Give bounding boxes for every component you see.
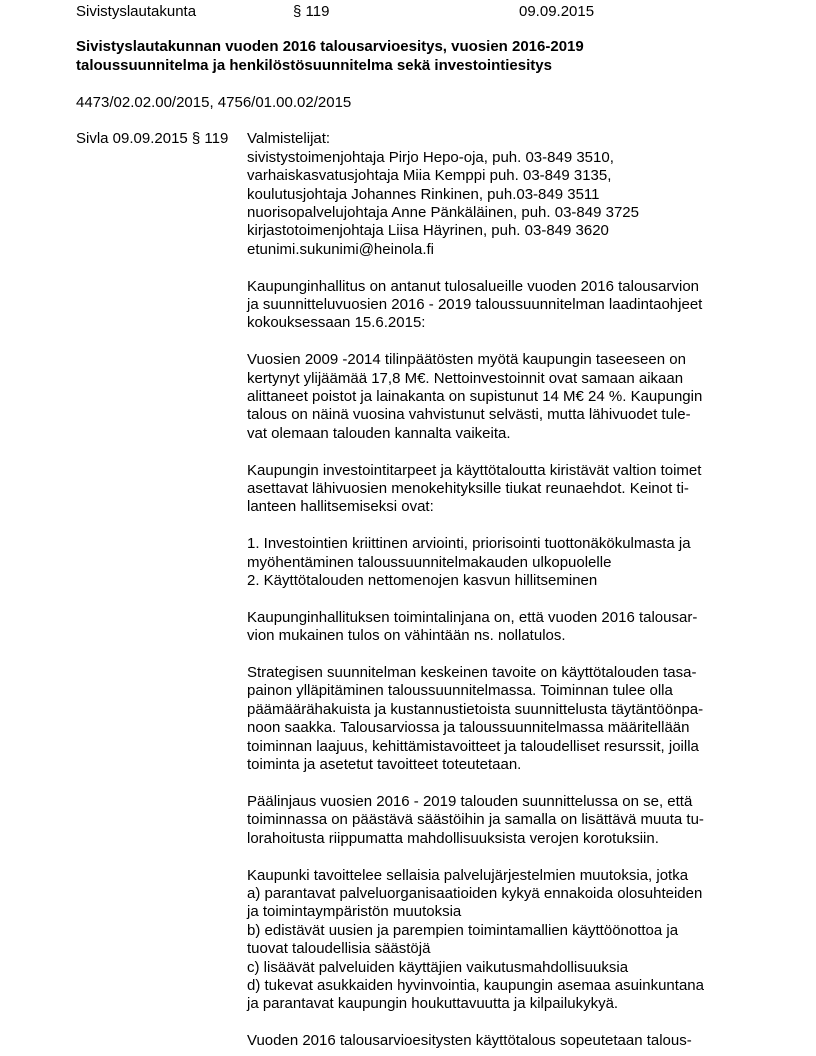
text-line: kirjastotoimenjohtaja Liisa Häyrinen, puh. 03-849 3620 <box>247 222 609 240</box>
paragraph-investointitarpeet <box>247 462 757 517</box>
text-line: Päälinjaus vuosien 2016 - 2019 talouden suunnittelussa on se, että <box>247 792 693 810</box>
paragraph-palvelujarjestelma-muutokset <box>247 867 757 1014</box>
text-line: painon ylläpitäminen taloussuunnitelmassa. Toiminnan tulee olla <box>247 682 673 700</box>
text-line: ja suunnitteluvuosien 2016 - 2019 taloussuunnitelman laadintaohjeet <box>247 296 703 314</box>
body-paragraphs <box>247 130 757 1050</box>
text-line: Kaupunki tavoittelee sellaisia palvelujärjestelmien muutoksia, jotka <box>247 866 689 884</box>
text-line: talous on näinä vuosina vahvistunut selvästi, mutta lähivuodet tule- <box>247 406 691 424</box>
header-date: 09.09.2015 <box>519 3 595 20</box>
text-line: kokouksessaan 15.6.2015: <box>247 314 426 332</box>
text-line: tuovat taloudellisia säästöjä <box>247 940 431 958</box>
header-section-number: § 119 <box>293 3 330 20</box>
text-line: vion mukainen tulos on vähintään ns. nollatulos. <box>247 627 566 645</box>
paragraph-paalinjaus <box>247 793 757 848</box>
text-line: Vuosien 2009 -2014 tilinpäätösten myötä kaupungin taseeseen on <box>247 351 686 369</box>
paragraph-valmistelijat <box>247 130 757 259</box>
paragraph-keinot-lista <box>247 535 757 590</box>
text-line: lanteen hallitsemiseksi ovat: <box>247 498 434 516</box>
text-line: Kaupungin investointitarpeet ja käyttötaloutta kiristävät valtion toimet <box>247 461 702 479</box>
document-title <box>76 38 716 75</box>
text-line: lorahoitusta riippumatta mahdollisuuksista verojen korotuksiin. <box>247 829 659 847</box>
text-line: d) tukevat asukkaiden hyvinvointia, kaupungin asemaa asuinkuntana <box>247 976 704 994</box>
text-line: päämäärähakuista ja kustannustietoista suunnittelusta täytäntöönpa- <box>247 700 704 718</box>
title-line: taloussuunnitelma ja henkilöstösuunnitelma sekä investointiesitys <box>76 56 552 74</box>
text-line: Kaupunginhallitus on antanut tulosalueille vuoden 2016 talousarvion <box>247 277 700 295</box>
document-body <box>76 130 816 1050</box>
text-line: toiminta ja asetetut tavoitteet toteutetaan. <box>247 756 522 774</box>
paragraph-strateginen-suunnitelma <box>247 664 757 774</box>
case-reference-numbers: 4473/02.02.00/2015, 4756/01.00.02/2015 <box>76 93 352 111</box>
text-line: Valmistelijat: <box>247 130 331 148</box>
text-line: alittaneet poistot ja lainakanta on supistunut 14 M€ 24 %. Kaupungin <box>247 388 703 406</box>
text-line: c) lisäävät palveluiden käyttäjien vaikutusmahdollisuuksia <box>247 958 629 976</box>
text-line: 2. Käyttötalouden nettomenojen kasvun hillitseminen <box>247 572 598 590</box>
paragraph-laadintaohjeet <box>247 278 757 333</box>
text-line: etunimi.sukunimi@heinola.fi <box>247 240 434 258</box>
text-line: vat olemaan talouden kannalta vaikeita. <box>247 424 511 442</box>
text-line: ja parantavat kaupungin houkuttavuutta ja kilpailukykyä. <box>247 995 619 1013</box>
text-line: toiminnan laajuus, kehittämistavoitteet ja taloudelliset resurssit, joilla <box>247 737 699 755</box>
title-line: Sivistyslautakunnan vuoden 2016 talousarvioesitys, vuosien 2016-2019 <box>76 38 584 56</box>
text-line: Vuoden 2016 talousarvioesitysten käyttötalous sopeutetaan talous- <box>247 1032 692 1050</box>
page-header <box>76 3 816 21</box>
text-line: nuorisopalvelujohtaja Anne Pänkäläinen, puh. 03-849 3725 <box>247 204 639 222</box>
text-line: kertynyt ylijäämää 17,8 M€. Nettoinvestoinnit ovat samaan aikaan <box>247 369 684 387</box>
text-line: Strategisen suunnitelman keskeinen tavoite on käyttötalouden tasa- <box>247 664 697 682</box>
text-line: Kaupunginhallituksen toimintalinjana on, että vuoden 2016 talousar- <box>247 608 698 626</box>
text-line: ja toimintaympäristön muutoksia <box>247 903 462 921</box>
text-line: sivistystoimenjohtaja Pirjo Hepo-oja, puh. 03-849 3510, <box>247 148 614 166</box>
text-line: varhaiskasvatusjohtaja Miia Kemppi puh. 03-849 3135, <box>247 167 612 185</box>
text-line: toiminnassa on päästävä säästöihin ja samalla on lisättävä muuta tu- <box>247 811 704 829</box>
paragraph-tilinpaatokset <box>247 351 757 443</box>
text-line: a) parantavat palveluorganisaatioiden kykyä ennakoida olosuhteiden <box>247 884 703 902</box>
text-line: noon saakka. Talousarviossa ja taloussuunnitelmassa määritellään <box>247 719 690 737</box>
paragraph-toimintalinja <box>247 609 757 646</box>
paragraph-kayttotalous-sopeutus <box>247 1032 757 1050</box>
header-committee-name: Sivistyslautakunta <box>76 3 197 20</box>
text-line: myöhentäminen taloussuunnitelmakauden ulkopuolelle <box>247 553 612 571</box>
margin-label: Sivla 09.09.2015 § 119 <box>76 130 229 148</box>
text-line: 1. Investointien kriittinen arviointi, priorisointi tuottonäkökulmasta ja <box>247 535 691 553</box>
text-line: b) edistävät uusien ja parempien toimintamallien käyttöönottoa ja <box>247 921 679 939</box>
text-line: koulutusjohtaja Johannes Rinkinen, puh.03-849 3511 <box>247 185 600 203</box>
text-line: asettavat lähivuosien menokehityksille tiukat reunaehdot. Keinot ti- <box>247 480 689 498</box>
